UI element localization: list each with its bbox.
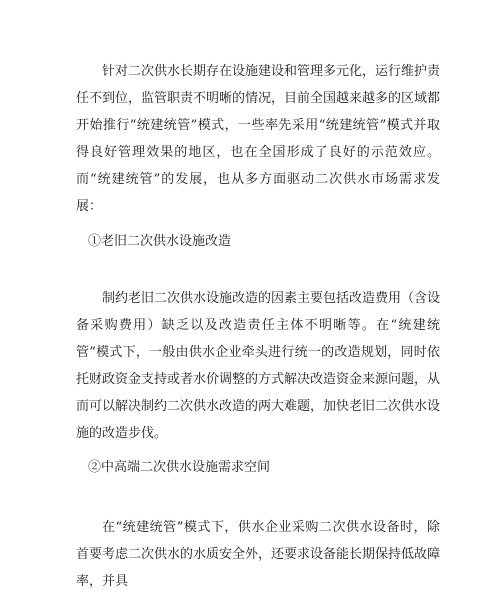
section-heading: ①老旧二次供水设施改造 (88, 234, 232, 249)
body-paragraph: 在“统建统管”模式下，供水企业采购二次供水设备时，除首要考虑二次供水的水质安全外，还要求设备能长期保持低故障率，并具 (76, 520, 441, 589)
section-heading: ②中高端二次供水设施需求空间 (88, 460, 271, 475)
body-paragraph: 针对二次供水长期存在设施建设和管理多元化，运行维护责任不到位，监管职责不明晰的情况，目前全国越来越多的区域都开始推行“统建统管”模式，一些率先采用“统建统管”模式并取得良好管理效果的地区，也在全国形成了良好的示范效应。而“统建统管”的发展，也从多方面驱动二次供水市场需求发展： (76, 64, 441, 214)
body-paragraph: 制约老旧二次供水设施改造的因素主要包括改造费用（含设备采购费用）缺乏以及改造责任主体不明晰等。在“统建统管”模式下，一般由供水企业牵头进行统一的改造规划，同时依托财政资金支持或者水价调整的方式解决改造资金来源问题，从而可以解决制约二次供水改造的两大难题，加快老旧二次供水设施的改造步伐。 (76, 291, 441, 441)
